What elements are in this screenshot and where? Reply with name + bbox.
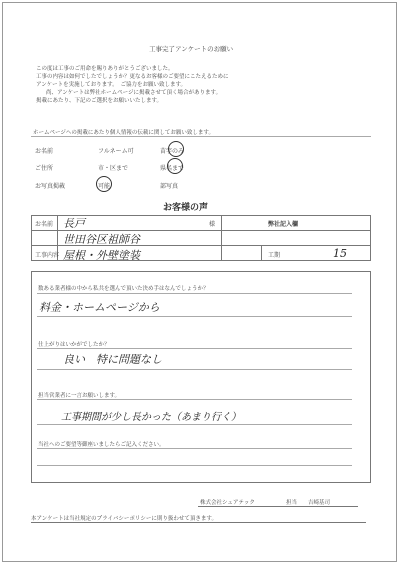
selected-circle	[167, 158, 183, 174]
publish-label-photo: お写真掲載	[35, 183, 66, 190]
period-label: 工期	[268, 252, 281, 259]
intro-line: 工事の内容は如何でしたでしょうか？更なるお客様のご要望にこたえるために	[36, 74, 229, 80]
answer-2: 良い 特に問題なし	[63, 353, 162, 366]
question-1: 数ある業者様の中から私共を選んで頂いた決め手はなんでしょうか？	[38, 286, 209, 292]
option-partial-photo[interactable]: 部写真	[160, 183, 179, 190]
name-label: お名前	[35, 221, 54, 228]
option-city[interactable]: 市・区まで	[98, 165, 129, 172]
publish-label-name: お名前	[35, 148, 54, 155]
rep-label: 担当	[286, 500, 298, 506]
office-use-label: 弊社記入欄	[268, 221, 299, 228]
period-value: 15	[333, 247, 347, 260]
company-name: 株式会社シェアテック	[200, 500, 255, 506]
section-title: お客様の声	[163, 203, 209, 213]
work-value: 屋根・外壁塗装	[63, 249, 140, 262]
option-prefecture[interactable]: 県名まで	[160, 165, 185, 172]
survey-sheet	[2, 2, 397, 562]
selected-circle	[96, 176, 112, 192]
honorific: 様	[209, 221, 216, 228]
option-photo-ok[interactable]: 可能	[98, 183, 111, 190]
publish-heading: ホームページへの掲載にあたり個人情報の伝載に関してお願い致します。	[33, 130, 214, 136]
question-4: 当社へのご要望等御座いましたらご記入ください。	[38, 442, 165, 448]
intro-line: この度は工事のご用命を賜りありがとうございました。	[36, 66, 174, 72]
question-3: 担当営業者に一言お願いします。	[38, 393, 121, 399]
question-2: 仕上がりはいかがでしたか？	[38, 342, 110, 348]
answer-1: 料金・ホームページから	[39, 301, 160, 314]
option-surname-only[interactable]: 苗字のみ	[160, 148, 185, 155]
privacy-note: 本アンケートは当社規定のプライバシーポリシーに則り扱わせて頂きます。	[31, 516, 217, 522]
rep-name: 吉崎基司	[308, 500, 331, 506]
work-label: 工事内容	[35, 252, 60, 259]
name-value: 長戸	[63, 217, 85, 230]
intro-line: 尚、アンケートは弊社ホームページに掲載させて頂く場合があります。	[46, 90, 222, 96]
page-title: 工事完了アンケートのお願い	[149, 45, 234, 53]
intro-line: アンケートを実施しております。 ご協力をお願い致します。	[36, 82, 187, 88]
answer-3: 工事期間が少し長かった（あまり行く）	[61, 412, 241, 423]
selected-circle	[168, 141, 184, 157]
intro-line: 掲載にあたり、下記のご選択をお願いいたします。	[36, 98, 163, 104]
publish-label-address: ご住所	[35, 165, 54, 172]
option-fullname[interactable]: フルネーム可	[98, 148, 134, 155]
address-value: 世田谷区祖師谷	[63, 233, 140, 246]
